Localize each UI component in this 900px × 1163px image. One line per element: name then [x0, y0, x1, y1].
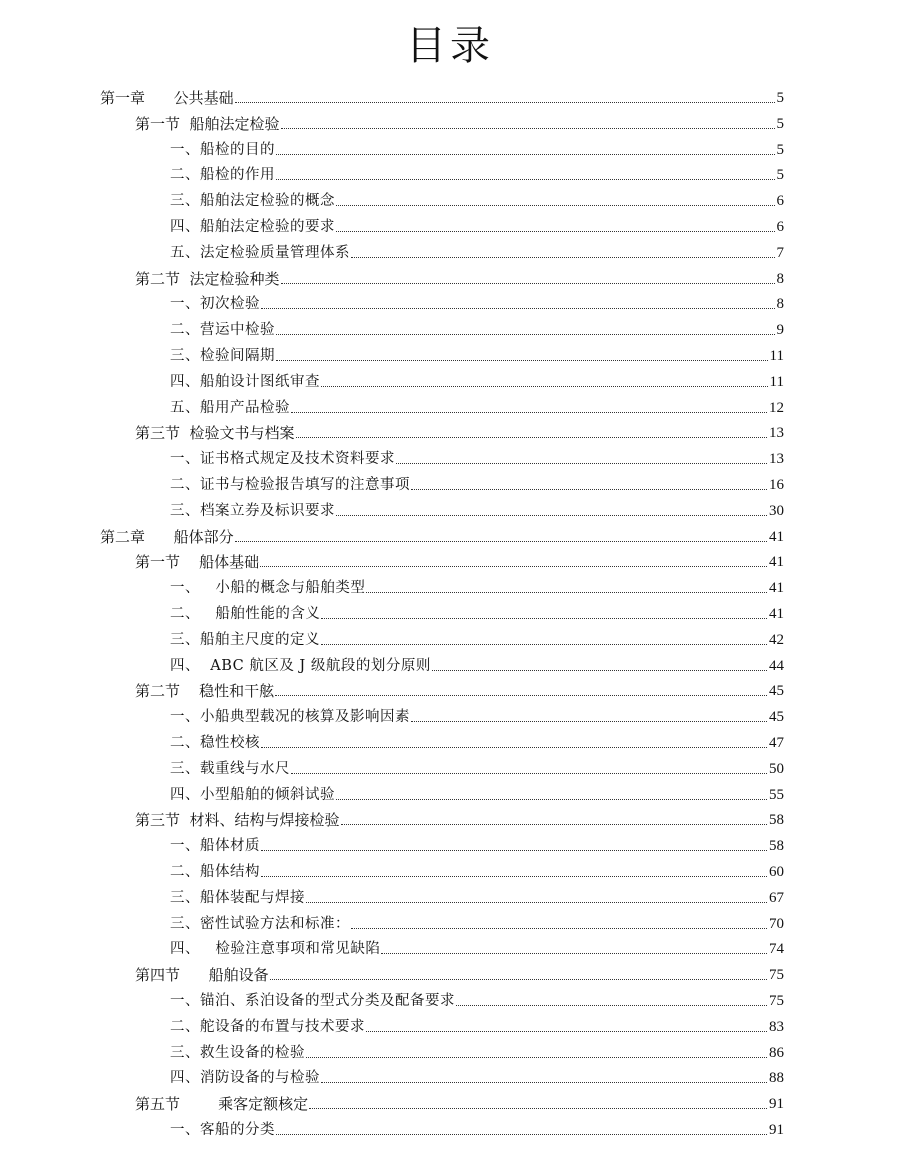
- toc-entry-label: 四、 ABC 航区及 J 级航段的划分原则: [170, 657, 431, 674]
- toc-entry-page-number: 11: [769, 348, 784, 364]
- toc-entry-chapter[interactable]: [100, 86, 784, 108]
- toc-entry-section[interactable]: [135, 679, 784, 701]
- toc-dot-leader: [276, 179, 775, 180]
- toc-entry-page-number: 60: [769, 864, 784, 880]
- toc-entry-item[interactable]: [170, 834, 784, 856]
- toc-entry-item[interactable]: [170, 163, 784, 185]
- toc-entry-section[interactable]: [135, 421, 784, 443]
- toc-entry-page-number: 9: [776, 322, 784, 339]
- toc-entry-label: 二、船体结构: [170, 864, 260, 880]
- toc-entry-page-number: 88: [769, 1070, 784, 1087]
- toc-entry-label: 第二节 法定检验种类: [135, 269, 280, 288]
- toc-entry-item[interactable]: [170, 473, 784, 495]
- toc-entry-item[interactable]: [170, 447, 784, 469]
- toc-entry-page-number: 5: [776, 141, 784, 158]
- toc-dot-leader: [336, 205, 775, 206]
- toc-entry-item[interactable]: [170, 886, 784, 908]
- toc-entry-item[interactable]: [170, 1041, 784, 1063]
- toc-entry-page-number: 13: [769, 425, 784, 442]
- toc-entry-label: 一、初次检验: [170, 296, 260, 313]
- toc-dot-leader: [261, 747, 767, 748]
- toc-entry-item[interactable]: [170, 937, 784, 959]
- toc-dot-leader: [381, 953, 767, 954]
- toc-entry-item[interactable]: [170, 912, 784, 934]
- toc-entry-page-number: 6: [776, 219, 784, 235]
- toc-entry-label: 三、救生设备的检验: [170, 1044, 305, 1061]
- toc-entry-item[interactable]: [170, 1015, 784, 1037]
- toc-entry-page-number: 45: [769, 709, 784, 726]
- toc-entry-page-number: 44: [769, 657, 784, 674]
- toc-dot-leader: [281, 283, 775, 284]
- toc-entry-label: 一、小船典型载况的核算及影响因素: [170, 709, 410, 726]
- toc-entry-page-number: 41: [769, 528, 784, 545]
- toc-entry-label: 第三节 材料、结构与焊接检验: [135, 811, 340, 830]
- toc-entry-page-number: 91: [769, 1122, 784, 1138]
- toc-entry-page-number: 55: [769, 786, 784, 803]
- toc-entry-page-number: 75: [769, 967, 784, 984]
- toc-entry-item[interactable]: [170, 138, 784, 160]
- toc-entry-page-number: 7: [776, 244, 784, 261]
- toc-dot-leader: [276, 154, 775, 155]
- toc-entry-label: 五、法定检验质量管理体系: [170, 244, 350, 261]
- toc-entry-item[interactable]: [170, 576, 784, 598]
- toc-dot-leader: [351, 928, 767, 929]
- toc-entry-item[interactable]: [170, 989, 784, 1011]
- toc-dot-leader: [336, 231, 775, 232]
- toc-dot-leader: [235, 541, 767, 542]
- toc-dot-leader: [291, 773, 767, 774]
- toc-entry-section[interactable]: [135, 112, 784, 134]
- toc-entry-label: 一、船检的目的: [170, 141, 275, 158]
- toc-entry-label: 第三节 检验文书与档案: [135, 424, 295, 443]
- toc-entry-page-number: 11: [769, 373, 784, 390]
- toc-entry-label: 五、船用产品检验: [170, 399, 290, 416]
- toc-dot-leader: [306, 902, 767, 903]
- toc-entry-page-number: 6: [776, 193, 784, 210]
- toc-entry-label: 二、证书与检验报告填写的注意事项: [170, 477, 410, 493]
- toc-dot-leader: [261, 850, 767, 851]
- toc-entry-item[interactable]: [170, 783, 784, 805]
- toc-entry-label: 一、 小船的概念与船舶类型: [170, 580, 366, 597]
- toc-entry-item[interactable]: [170, 860, 784, 882]
- toc-entry-label: 二、稳性校核: [170, 735, 260, 751]
- toc-entry-item[interactable]: [170, 344, 784, 366]
- toc-dot-leader: [276, 334, 775, 335]
- toc-dot-leader: [276, 360, 768, 361]
- toc-entry-label: 四、船舶设计图纸审查: [170, 373, 320, 390]
- toc-entry-label: 第五节 乘客定额核定: [135, 1095, 309, 1114]
- toc-entry-page-number: 8: [776, 296, 784, 313]
- toc-entry-label: 二、船检的作用: [170, 167, 275, 184]
- toc-entry-section[interactable]: [135, 1092, 784, 1114]
- toc-dot-leader: [261, 308, 775, 309]
- toc-entry-page-number: 42: [769, 631, 784, 648]
- toc-dot-leader: [366, 592, 767, 593]
- toc-entry-page-number: 13: [769, 451, 784, 468]
- toc-entry-page-number: 50: [769, 760, 784, 777]
- toc-entry-label: 四、小型船舶的倾斜试验: [170, 786, 335, 803]
- toc-dot-leader: [321, 1082, 767, 1083]
- toc-dot-leader: [306, 1057, 767, 1058]
- toc-entry-label: 四、 检验注意事项和常见缺陷: [170, 941, 381, 958]
- toc-dot-leader: [396, 463, 767, 464]
- toc-entry-label: 三、密性试验方法和标准：: [170, 915, 350, 932]
- toc-dot-leader: [260, 566, 767, 567]
- toc-dot-leader: [235, 102, 775, 103]
- toc-dot-leader: [276, 1134, 767, 1135]
- toc-dot-leader: [261, 876, 767, 877]
- toc-dot-leader: [336, 799, 767, 800]
- toc-entry-page-number: 5: [776, 115, 784, 132]
- toc-entry-item[interactable]: [170, 602, 784, 624]
- toc-entry-section[interactable]: [135, 963, 784, 985]
- toc-dot-leader: [270, 979, 767, 980]
- toc-entry-item[interactable]: [170, 731, 784, 753]
- toc-entry-item[interactable]: [170, 499, 784, 521]
- toc-entry-page-number: 45: [769, 683, 784, 700]
- page-title: 目录: [406, 23, 494, 69]
- toc-entry-label: 第一节 船舶法定检验: [135, 114, 280, 133]
- toc-entry-page-number: 12: [769, 399, 784, 416]
- toc-entry-label: 一、锚泊、系泊设备的型式分类及配备要求: [170, 993, 455, 1009]
- toc-entry-item[interactable]: [170, 757, 784, 779]
- toc-entry-item[interactable]: [170, 1066, 784, 1088]
- toc-dot-leader: [309, 1108, 767, 1109]
- toc-entry-page-number: 58: [769, 812, 784, 829]
- toc-entry-page-number: 75: [769, 993, 784, 1009]
- toc-entry-item[interactable]: [170, 654, 784, 676]
- toc-entry-label: 一、客船的分类: [170, 1122, 275, 1138]
- toc-dot-leader: [321, 386, 768, 387]
- toc-entry-label: 二、营运中检验: [170, 322, 275, 339]
- toc-entry-item[interactable]: [170, 370, 784, 392]
- toc-entry-label: 二、舵设备的布置与技术要求: [170, 1018, 365, 1035]
- toc-entry-item[interactable]: [170, 215, 784, 237]
- toc-entry-section[interactable]: [135, 808, 784, 830]
- toc-entry-item[interactable]: [170, 1118, 784, 1140]
- toc-dot-leader: [432, 670, 767, 671]
- toc-entry-item[interactable]: [170, 318, 784, 340]
- toc-entry-label: 一、船体材质: [170, 838, 260, 855]
- toc-entry-label: 四、消防设备的与检验: [170, 1070, 320, 1087]
- toc-entry-page-number: 86: [769, 1044, 784, 1061]
- toc-dot-leader: [321, 618, 767, 619]
- toc-entry-label: 三、船舶主尺度的定义: [170, 631, 320, 648]
- toc-entry-label: 三、船舶法定检验的概念: [170, 193, 335, 210]
- toc-entry-page-number: 83: [769, 1018, 784, 1035]
- toc-entry-label: 三、档案立券及标识要求: [170, 502, 335, 519]
- toc-entry-page-number: 70: [769, 915, 784, 932]
- toc-entry-label: 第一章 公共基础: [100, 89, 234, 107]
- toc-dot-leader: [411, 721, 767, 722]
- toc-entry-section[interactable]: [135, 267, 784, 289]
- toc-entry-item[interactable]: [170, 396, 784, 418]
- toc-entry-page-number: 8: [776, 270, 784, 287]
- toc-entry-label: 第四节 船舶设备: [135, 966, 269, 985]
- toc-dot-leader: [336, 515, 767, 516]
- toc-entry-page-number: 67: [769, 889, 784, 906]
- toc-dot-leader: [366, 1031, 767, 1032]
- toc-entry-page-number: 58: [769, 838, 784, 855]
- toc-entry-page-number: 91: [769, 1096, 784, 1113]
- toc-dot-leader: [411, 489, 767, 490]
- toc-dot-leader: [321, 644, 767, 645]
- toc-dot-leader: [296, 437, 767, 438]
- toc-entry-page-number: 74: [769, 941, 784, 958]
- toc-entry-page-number: 5: [776, 90, 784, 106]
- toc-entry-item[interactable]: [170, 292, 784, 314]
- toc-entry-label: 三、检验间隔期: [170, 348, 275, 364]
- toc-entry-label: 三、载重线与水尺: [170, 760, 290, 777]
- toc-dot-leader: [275, 695, 767, 696]
- toc-entry-page-number: 41: [769, 554, 784, 571]
- toc-entry-page-number: 47: [769, 735, 784, 751]
- toc-dot-leader: [351, 257, 775, 258]
- toc-entry-label: 四、船舶法定检验的要求: [170, 219, 335, 235]
- toc-dot-leader: [281, 128, 775, 129]
- toc-entry-item[interactable]: [170, 705, 784, 727]
- toc-entry-chapter[interactable]: [100, 525, 784, 547]
- toc-entry-page-number: 5: [776, 167, 784, 184]
- toc-dot-leader: [291, 412, 767, 413]
- toc-entry-label: 二、 船舶性能的含义: [170, 606, 321, 622]
- toc-entry-page-number: 16: [769, 477, 784, 493]
- toc-entry-label: 一、证书格式规定及技术资料要求: [170, 451, 395, 468]
- toc-entry-item[interactable]: [170, 628, 784, 650]
- toc-dot-leader: [456, 1005, 767, 1006]
- toc-dot-leader: [341, 824, 767, 825]
- toc-entry-page-number: 30: [769, 502, 784, 519]
- toc-entry-item[interactable]: [170, 241, 784, 263]
- toc-entry-item[interactable]: [170, 189, 784, 211]
- toc-entry-label: 三、船体装配与焊接: [170, 889, 305, 906]
- toc-entry-label: 第二章 船体部分: [100, 527, 234, 546]
- toc-entry-label: 第二节 稳性和干舷: [135, 682, 275, 701]
- toc-entry-page-number: 41: [769, 606, 784, 622]
- toc-entry-label: 第一节 船体基础: [135, 553, 260, 572]
- toc-entry-page-number: 41: [769, 580, 784, 597]
- toc-entry-section[interactable]: [135, 550, 784, 572]
